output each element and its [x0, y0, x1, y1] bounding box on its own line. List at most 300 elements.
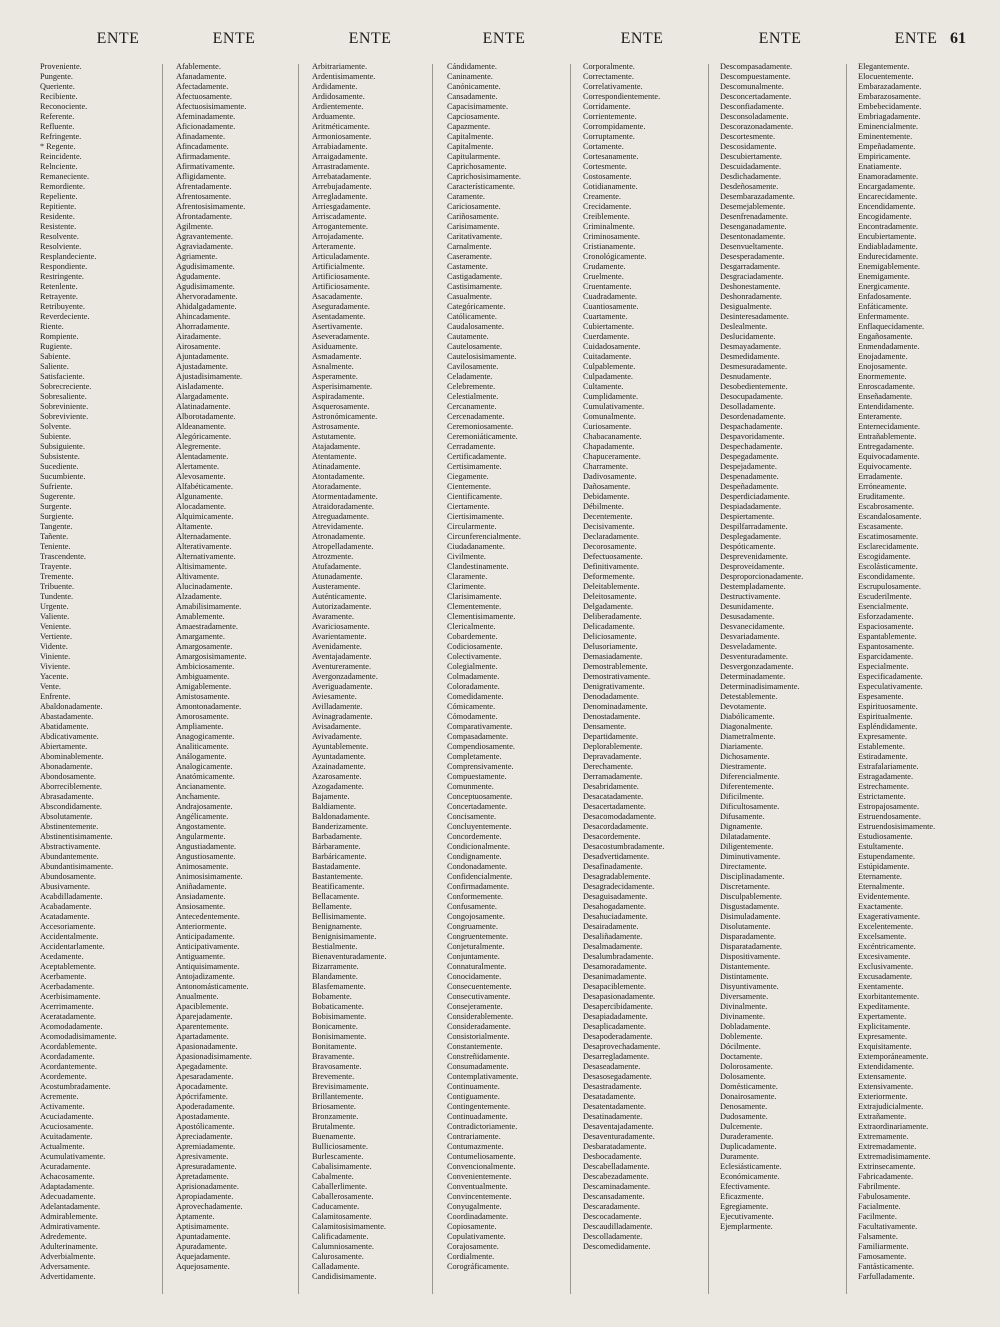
word-entry: Disgustadamente.	[720, 902, 780, 911]
word-entry: Difusamente.	[720, 812, 765, 821]
word-entry: Diagonalmente.	[720, 722, 773, 731]
word-entry: Afrontadamente.	[176, 212, 232, 221]
word-entry: Cercanamente.	[447, 402, 497, 411]
word-entry: Respondiente.	[40, 262, 88, 271]
word-entry: Caramente.	[447, 192, 486, 201]
word-entry: Contradictoriamente.	[447, 1122, 518, 1131]
word-entry: Brillantemente.	[312, 1092, 364, 1101]
word-entry: Aceptablemente.	[40, 962, 96, 971]
word-entry: Descaminadamente.	[583, 1182, 651, 1191]
word-entry: Excelentemente.	[858, 922, 914, 931]
word-entry: Exteriormente.	[858, 1092, 908, 1101]
word-entry: Desacomodadamente.	[583, 812, 657, 821]
word-entry: Acordantemente.	[40, 1062, 97, 1071]
word-entry: Arriscadamente.	[312, 212, 367, 221]
word-entry: Bobaticamente.	[312, 1002, 364, 1011]
word-entry: Afrentosisimamente.	[176, 202, 246, 211]
word-entry: Apreciadamente.	[176, 1132, 233, 1141]
word-entry: Celadamente.	[447, 372, 493, 381]
word-entry: Denominadamente.	[583, 702, 648, 711]
word-entry: Tremente.	[40, 572, 74, 581]
word-entry: Reverdeciente.	[40, 312, 90, 321]
word-entry: Deslealmente.	[720, 322, 768, 331]
word-entry: Aquejadamente.	[176, 1252, 231, 1261]
word-entry: Avilladamente.	[312, 702, 363, 711]
word-entry: Adulterinamente.	[40, 1242, 98, 1251]
word-entry: Cientemente.	[447, 482, 492, 491]
word-entry: Capazmente.	[447, 122, 491, 131]
word-entry: Bellamente.	[312, 902, 352, 911]
word-entry: Airadamente.	[176, 332, 221, 341]
word-entry: Buenamente.	[312, 1132, 356, 1141]
word-entry: Banderizamente.	[312, 822, 368, 831]
word-entry: Bastantemente.	[312, 872, 363, 881]
word-entry: Altivamente.	[176, 572, 220, 581]
word-entry: Brevisimamente.	[312, 1082, 369, 1091]
word-entry: Enemigamente.	[858, 272, 910, 281]
word-entry: Angularmente.	[176, 832, 226, 841]
word-entry: Ayuntadamente.	[312, 752, 366, 761]
word-entry: Tañente.	[40, 532, 69, 541]
word-entry: Alatinadamente.	[176, 402, 231, 411]
word-entry: Enflaquecidamente.	[858, 322, 925, 331]
word-entry: Aviesamente.	[312, 692, 357, 701]
word-entry: Abusivamente.	[40, 882, 91, 891]
word-entry: Altisimamente.	[176, 562, 227, 571]
word-entry: Desaventajadamente.	[583, 1122, 654, 1131]
word-entry: Depravadamente.	[583, 752, 642, 761]
word-entry: Afligidamente.	[176, 172, 226, 181]
word-entry: Desvanecidamente.	[720, 622, 785, 631]
word-entry: Devotamente.	[720, 702, 767, 711]
word-entry: Bobamente.	[312, 992, 352, 1001]
word-entry: Exactamente.	[858, 902, 903, 911]
word-entry: Desigualmente.	[720, 302, 772, 311]
word-entry: Eficazmente.	[720, 1192, 764, 1201]
word-entry: Abondosamente.	[40, 772, 96, 781]
word-entry: Diversamente.	[720, 992, 769, 1001]
word-entry: Embarazadamente.	[858, 82, 922, 91]
word-entry: Abatidamente.	[40, 722, 89, 731]
word-entry: Atoradamente.	[312, 482, 362, 491]
word-entry: Capitalmente.	[447, 142, 494, 151]
word-entry: Espantablemente.	[858, 632, 917, 641]
word-entry: Cariciosamente.	[447, 202, 501, 211]
word-entry: Bizarramente.	[312, 962, 359, 971]
word-entry: Descompuestamente.	[720, 72, 791, 81]
word-entry: Ciertisimamente.	[447, 512, 504, 521]
word-entry: Recibiente.	[40, 92, 78, 101]
word-entry: Aparentemente.	[176, 1022, 229, 1031]
word-entry: Angostamente.	[176, 822, 227, 831]
word-entry: Extrajudicialmente.	[858, 1102, 924, 1111]
word-entry: Decentemente.	[583, 512, 633, 521]
word-entry: Expertamente.	[858, 1012, 907, 1021]
word-entry: Caballerosamente.	[312, 1192, 374, 1201]
word-entry: Clericalmente.	[447, 622, 496, 631]
word-entry: Desentonadamente.	[720, 232, 786, 241]
word-entry: Conocidamente.	[447, 972, 502, 981]
word-entry: Anticipadamente.	[176, 932, 235, 941]
word-entry: Crecidamente.	[583, 202, 632, 211]
word-entry: Bellacamente.	[312, 892, 360, 901]
word-entry: Coordinadamente.	[447, 1212, 509, 1221]
word-entry: Subiente.	[40, 432, 72, 441]
word-entry: Resistente.	[40, 222, 77, 231]
word-entry: Excelsamente.	[858, 932, 907, 941]
word-entry: Culpadamente.	[583, 372, 633, 381]
word-entry: Anualmente.	[176, 992, 219, 1001]
word-entry: Desahuciadamente.	[583, 912, 648, 921]
word-entry: Despilfarradamente.	[720, 522, 788, 531]
word-entry: Desobedientemente.	[720, 382, 788, 391]
word-entry: Extensamente.	[858, 1072, 907, 1081]
word-entry: Despeñadamente.	[720, 482, 779, 491]
word-entry: Enojadamente.	[858, 352, 908, 361]
word-entry: Caninamente.	[447, 72, 493, 81]
word-entry: Casualmente.	[447, 292, 492, 301]
word-entry: Colectivamente.	[447, 652, 502, 661]
word-entry: Carisimamente.	[447, 222, 500, 231]
word-entry: Amargamente.	[176, 632, 225, 641]
word-entry: Solvente.	[40, 422, 72, 431]
word-entry: Conyugalmente.	[447, 1202, 502, 1211]
word-entry: Aseveradamente.	[312, 332, 370, 341]
word-entry: Apuntadamente.	[176, 1232, 231, 1241]
word-entry: Acabadamente.	[40, 902, 92, 911]
word-entry: Residente.	[40, 212, 75, 221]
word-entry: Arrebujadamente.	[312, 182, 372, 191]
word-entry: Arraigadamente.	[312, 152, 368, 161]
word-entry: Desvergonzadamente.	[720, 662, 794, 671]
word-entry: Acatadamente.	[40, 912, 90, 921]
word-entry: Costosamente.	[583, 172, 632, 181]
word-entry: Decorosamente.	[583, 542, 637, 551]
word-entry: Ceremoniáticamente.	[447, 432, 518, 441]
word-entry: Esclarecidamente.	[858, 542, 919, 551]
word-entry: Descocadamente.	[583, 1212, 642, 1221]
word-entry: Cuartamente.	[583, 312, 628, 321]
word-entry: Católicamente.	[447, 312, 497, 321]
word-entry: Admirablemente.	[40, 1212, 98, 1221]
word-entry: Denosamente.	[720, 1102, 768, 1111]
word-entry: Enfermamente.	[858, 312, 909, 321]
word-entry: Admirativamente.	[40, 1222, 101, 1231]
word-entry: Atormentadamente.	[312, 492, 378, 501]
word-entry: Expresamente.	[858, 1032, 908, 1041]
word-entry: Despegadamente.	[720, 452, 779, 461]
word-entry: Alfabéticamente.	[176, 482, 233, 491]
word-entry: Entrañablemente.	[858, 432, 917, 441]
word-entry: Connaturalmente.	[447, 962, 507, 971]
word-entry: Cautamente.	[447, 332, 489, 341]
word-entry: Bienaventuradamente.	[312, 952, 387, 961]
word-entry: Bellisimamente.	[312, 912, 367, 921]
word-entry: Doctamente.	[720, 1052, 763, 1061]
word-entry: Atropelladamente.	[312, 542, 374, 551]
word-entry: Criminosamente.	[583, 232, 640, 241]
word-entry: Estragadamente.	[858, 772, 914, 781]
word-entry: Descompasadamente.	[720, 62, 793, 71]
word-entry: Calificadamente.	[312, 1232, 369, 1241]
word-entry: Celestialmente.	[447, 392, 499, 401]
word-entry: Bulliciosamente.	[312, 1142, 368, 1151]
word-entry: Capacisimamente.	[447, 102, 509, 111]
word-entry: Apuradamente.	[176, 1242, 227, 1251]
word-entry: Elegantemente.	[858, 62, 910, 71]
word-entry: Queriente.	[40, 82, 75, 91]
word-entry: Viviente.	[40, 662, 71, 671]
word-entry: Famosamente.	[858, 1252, 907, 1261]
word-entry: Alquimicamente.	[176, 512, 234, 521]
word-entry: Accesoriamente.	[40, 922, 96, 931]
word-entry: Arrabiadamente.	[312, 142, 368, 151]
word-entry: Charramente.	[583, 462, 628, 471]
word-entry: Colegialmente.	[447, 662, 498, 671]
word-entry: Cansadamente.	[447, 92, 498, 101]
word-entry: Claramente.	[447, 572, 488, 581]
word-entry: Confidencialmente.	[447, 872, 513, 881]
word-entry: Falsamente.	[858, 1232, 898, 1241]
word-entry: Algunamente.	[176, 492, 223, 501]
word-entry: Apócrifamente.	[176, 1092, 228, 1101]
word-entry: Apoderadamente.	[176, 1102, 235, 1111]
word-entry: Cercenadamente.	[447, 412, 505, 421]
word-entry: Desplegadamente.	[720, 532, 782, 541]
running-head: ENTE	[348, 30, 392, 47]
word-entry: Decisivamente.	[583, 522, 635, 531]
word-entry: Sucumbiente.	[40, 472, 86, 481]
word-entry: Deleitablemente.	[583, 582, 640, 591]
word-entry: Valiente.	[40, 612, 70, 621]
word-entry: Ayuntablemente.	[312, 742, 369, 751]
word-entry: Desembarazadamente.	[720, 192, 795, 201]
word-entry: Dispositivamente.	[720, 952, 781, 961]
word-entry: Descomedidamente.	[583, 1242, 651, 1251]
word-entry: Espiritualmente.	[858, 712, 913, 721]
word-entry: Congruamente.	[447, 922, 498, 931]
word-entry: Acomodadisimamente.	[40, 1032, 117, 1041]
word-entry: Cotidianamente.	[583, 182, 638, 191]
word-entry: Calladamente.	[312, 1262, 360, 1271]
word-entry: Asacadamente.	[312, 292, 363, 301]
word-entry: Acordemente.	[40, 1072, 87, 1081]
word-entry: Acabdilladamente.	[40, 892, 103, 901]
word-entry: Disciplinadamente.	[720, 872, 785, 881]
word-entry: Descabezadamente.	[583, 1172, 649, 1181]
word-entry: Exorbitantemente.	[858, 992, 920, 1001]
word-entry: Relnciente.	[40, 162, 78, 171]
word-entry: Desvariadamente.	[720, 632, 780, 641]
word-entry: Esforzadamente.	[858, 612, 914, 621]
word-entry: Diminutivamente.	[720, 852, 781, 861]
word-entry: Desunidamente.	[720, 602, 774, 611]
word-entry: Advertidamente.	[40, 1272, 96, 1281]
word-entry: Apesaradamente.	[176, 1072, 234, 1081]
word-entry: Refluente.	[40, 122, 75, 131]
word-entry: Desmedidamente.	[720, 352, 780, 361]
word-entry: Enfrente.	[40, 692, 71, 701]
word-entry: Ejecutivamente.	[720, 1212, 774, 1221]
word-entry: Auténticamente.	[312, 592, 367, 601]
word-entry: Certisimamente.	[447, 462, 502, 471]
word-entry: Extraordinariamente.	[858, 1122, 929, 1131]
word-entry: Dificilmente.	[720, 792, 765, 801]
word-entry: Satisfaciente.	[40, 372, 85, 381]
word-entry: Desocupadamente.	[720, 392, 783, 401]
word-entry: Desacordadamente.	[583, 822, 649, 831]
word-entry: Dulcemente.	[720, 1122, 763, 1131]
word-entry: Abiertamente.	[40, 742, 88, 751]
word-entry: Candidisimamente.	[312, 1272, 377, 1281]
word-entry: Acuitadamente.	[40, 1132, 93, 1141]
word-entry: Fabrilmente.	[858, 1182, 901, 1191]
word-entry: Blandamente.	[312, 972, 358, 981]
word-entry: Disparadamente.	[720, 932, 776, 941]
word-entry: Afirmadamente.	[176, 152, 231, 161]
word-entry: Correctamente.	[583, 72, 634, 81]
word-entry: Cubiertamente.	[583, 322, 634, 331]
word-entry: Desproveidamente.	[720, 562, 785, 571]
word-entry: Abstinentemente.	[40, 822, 99, 831]
word-entry: Afectuosisimamente.	[176, 102, 247, 111]
word-entry: Abundantisimamente.	[40, 862, 114, 871]
word-entry: Capciosamente.	[447, 112, 500, 121]
word-entry: Desaprovechadamente.	[583, 1042, 661, 1051]
word-entry: Antiguamente.	[176, 952, 226, 961]
word-entry: Debidamente.	[583, 492, 630, 501]
word-entry: Sobreviviente.	[40, 412, 89, 421]
word-entry: Fabulosamente.	[858, 1192, 911, 1201]
word-entry: Bonisimamente.	[312, 1032, 367, 1041]
word-entry: Desanimadamente.	[583, 972, 647, 981]
word-entry: Colmadamente.	[447, 672, 500, 681]
word-entry: Despenadamente.	[720, 472, 779, 481]
word-entry: Entregadamente.	[858, 442, 914, 451]
word-entry: Departidamente.	[583, 732, 639, 741]
word-entry: Excesivamente.	[858, 952, 911, 961]
word-entry: Cautelosamente.	[447, 342, 503, 351]
word-column-1	[40, 62, 170, 1282]
word-entry: Aborreciblemente.	[40, 782, 102, 791]
word-entry: Ajuntadamente.	[176, 352, 229, 361]
word-entry: Capitularmente.	[447, 152, 501, 161]
word-entry: Desapaciblemente.	[583, 982, 646, 991]
word-entry: Desdichadamente.	[720, 172, 782, 181]
word-entry: Sufriente.	[40, 482, 73, 491]
word-entry: Saliente.	[40, 362, 69, 371]
word-entry: Continuadamente.	[447, 1112, 508, 1121]
word-entry: Amargosamente.	[176, 642, 233, 651]
word-entry: Diestramente.	[720, 762, 767, 771]
word-entry: Amistosamente.	[176, 692, 230, 701]
word-entry: Abstractivamente.	[40, 842, 101, 851]
word-entry: Concluyentemente.	[447, 822, 512, 831]
word-entry: Antecedentemente.	[176, 912, 240, 921]
word-column-2	[176, 62, 306, 1272]
word-entry: Acerbamente.	[40, 972, 87, 981]
word-entry: Abundantemente.	[40, 852, 99, 861]
word-entry: Averiguadamente.	[312, 682, 373, 691]
word-entry: Afirmativamente.	[176, 162, 235, 171]
word-entry: Descortesmente.	[720, 132, 776, 141]
word-entry: Enormemente.	[858, 372, 907, 381]
word-entry: Absolutamente.	[40, 812, 93, 821]
word-entry: Cordialmente.	[447, 1252, 495, 1261]
word-entry: Abscondidamente.	[40, 802, 102, 811]
word-entry: Derechamente.	[583, 762, 633, 771]
word-entry: Ahidalgadamente.	[176, 302, 237, 311]
word-entry: Caducamente.	[312, 1202, 360, 1211]
word-entry: Duplicadamente.	[720, 1142, 777, 1151]
word-entry: Azainadamente.	[312, 762, 366, 771]
word-entry: Compendiosamente.	[447, 742, 515, 751]
word-entry: Entendidamente.	[858, 402, 914, 411]
word-entry: Estruendosamente.	[858, 812, 921, 821]
word-entry: Conjuntamente.	[447, 952, 500, 961]
word-entry: Asperisimamente.	[312, 382, 373, 391]
word-entry: Encarecidamente.	[858, 192, 918, 201]
word-entry: Concordemente.	[447, 832, 502, 841]
word-entry: Eruditamente.	[858, 492, 905, 501]
word-entry: Chapuceramente.	[583, 452, 641, 461]
word-entry: Comprensivamente.	[447, 762, 514, 771]
word-entry: Rugiente.	[40, 342, 73, 351]
word-entry: Desveladamente.	[720, 642, 777, 651]
word-entry: Proveniente.	[40, 62, 82, 71]
page-header	[0, 30, 1000, 56]
running-head: ENTE	[482, 30, 526, 47]
word-entry: Despiertamente.	[720, 512, 775, 521]
word-entry: Ansiadamente.	[176, 892, 226, 901]
word-entry: Corridamente.	[583, 102, 631, 111]
word-entry: Eternamente.	[858, 872, 902, 881]
word-entry: Disolutamente.	[720, 922, 771, 931]
word-entry: Efectivamente.	[720, 1182, 770, 1191]
word-entry: Abdicativamente.	[40, 732, 99, 741]
word-entry: Asentadamente.	[312, 312, 366, 321]
word-entry: Urgente.	[40, 602, 69, 611]
word-entry: Escatimosamente.	[858, 532, 919, 541]
word-entry: Desatadamente.	[583, 1092, 636, 1101]
word-entry: Amargosisimamente.	[176, 652, 247, 661]
word-entry: Delusoriamente.	[583, 642, 638, 651]
word-entry: Austeramente.	[312, 582, 361, 591]
word-entry: Afectuosamente.	[176, 92, 232, 101]
word-entry: Dichosamente.	[720, 752, 770, 761]
word-entry: Aniñadamente.	[176, 882, 227, 891]
word-entry: Delicadamente.	[583, 622, 635, 631]
word-entry: Derramadamente.	[583, 772, 643, 781]
word-entry: Evidentemente.	[858, 892, 910, 901]
word-entry: Agilmente.	[176, 222, 214, 231]
word-entry: Corrompidamente.	[583, 122, 646, 131]
word-entry: Desagradablemente.	[583, 872, 651, 881]
word-entry: Compasadamente.	[447, 732, 509, 741]
word-entry: Facialmente.	[858, 1202, 901, 1211]
word-entry: Corrientemente.	[583, 112, 637, 121]
word-entry: Engañosamente.	[858, 332, 913, 341]
word-entry: Abastadamente.	[40, 712, 94, 721]
word-entry: Atreguadamente.	[312, 512, 369, 521]
word-entry: Agravantemente.	[176, 232, 233, 241]
word-entry: Barbadamente.	[312, 832, 362, 841]
word-entry: Convincentemente.	[447, 1192, 512, 1201]
word-entry: Adelantadamente.	[40, 1202, 101, 1211]
word-entry: Desafinadamente.	[583, 862, 643, 871]
word-column-5	[583, 62, 713, 1252]
word-entry: Desdeñosamente.	[720, 182, 779, 191]
